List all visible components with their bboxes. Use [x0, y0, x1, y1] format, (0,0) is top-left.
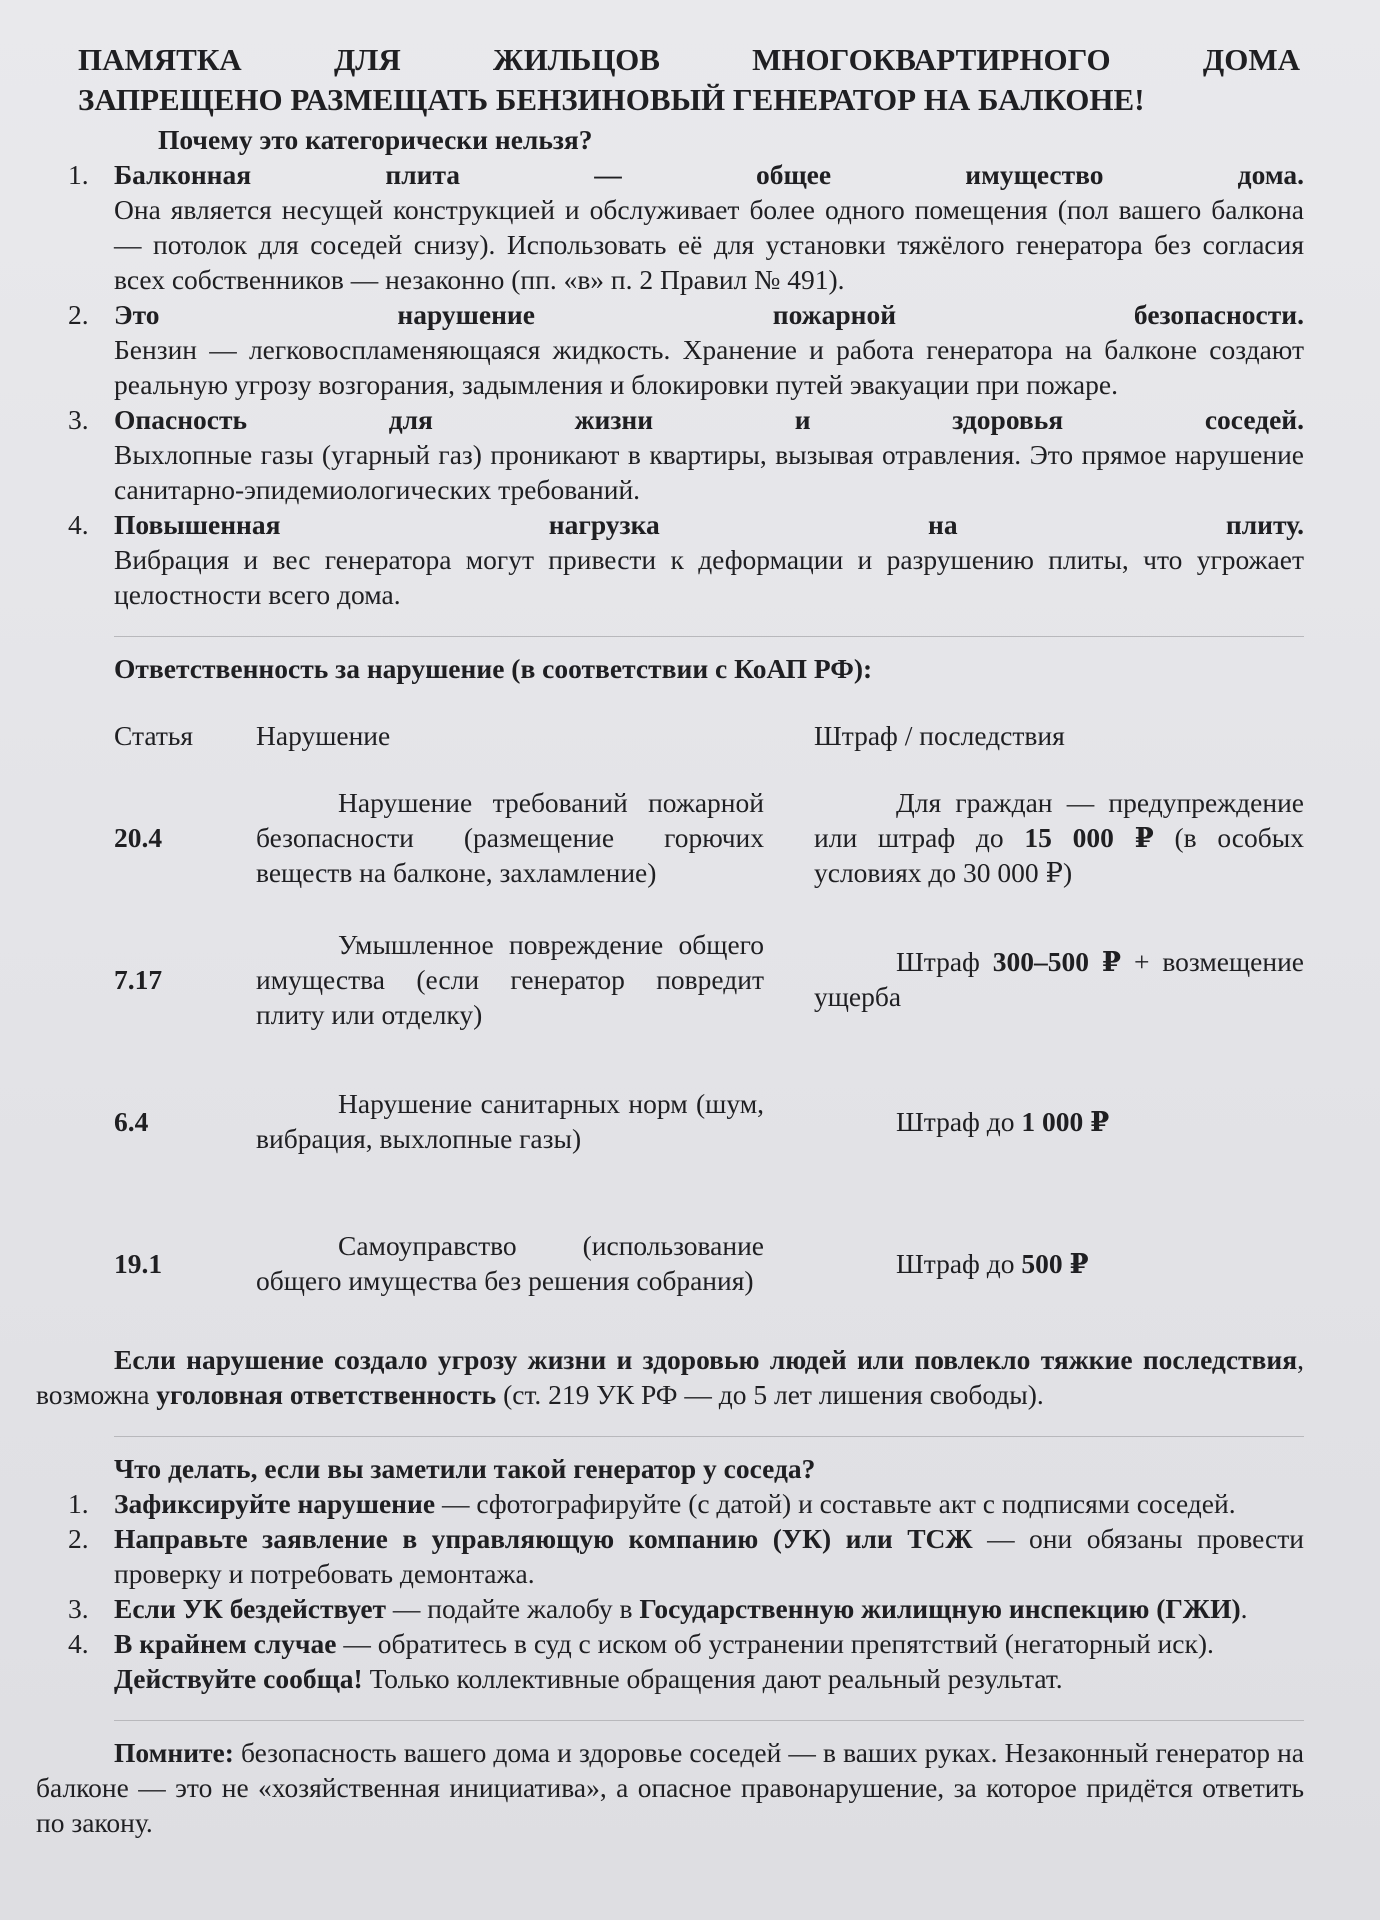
step-number: 3.	[68, 1593, 89, 1624]
step-text	[114, 1591, 1304, 1626]
table-row	[114, 766, 1304, 908]
item-heading: Балконная плита — общее имущество дома.	[114, 159, 1304, 190]
penalty-text: Штраф до	[896, 1105, 1022, 1137]
item-number: 3.	[68, 404, 89, 435]
list-item	[36, 1626, 1304, 1661]
why-list	[36, 157, 1344, 612]
list-item	[36, 1591, 1304, 1626]
step-number: 4.	[68, 1628, 89, 1659]
step-tail: .	[1240, 1593, 1248, 1624]
call-to-action-emphasis: Действуйте сообща!	[114, 1663, 363, 1694]
list-item	[36, 402, 1304, 507]
criminal-liability-note	[36, 1342, 1304, 1412]
table-header-row	[114, 704, 1304, 766]
article-cell: 20.4	[114, 821, 163, 853]
step-text	[114, 1521, 1304, 1591]
article-cell: 6.4	[114, 1105, 149, 1137]
violation-text: Нарушение санитарных норм (шум, вибрация, выхлопные газы)	[256, 1088, 764, 1154]
table-row	[114, 908, 1304, 1050]
item-text: Вибрация и вес генератора могут привести к деформации и разрушению плиты, что угрожает целостности всего дома.	[114, 544, 1304, 610]
item-text: Она является несущей конструкцией и обслуживает более одного помещения (пол вашего балкона — потолок для соседей снизу). Использовать её для установки тяжёлого генератора без согласия всех собственников — незаконно (пп. «в» п. 2 Правил № 491).	[114, 194, 1304, 295]
step-text	[114, 1486, 1304, 1521]
title-line-1: ПАМЯТКА ДЛЯ ЖИЛЬЦОВ МНОГОКВАРТИРНОГО ДОМА	[78, 42, 1300, 77]
step-detail: — подайте жалобу в	[386, 1593, 640, 1624]
step-detail: — они обязаны провести проверку и потребовать демонтажа.	[114, 1523, 1304, 1589]
item-number: 2.	[68, 299, 89, 330]
penalty-note: + возмещение ущерба	[814, 946, 1304, 1012]
penalty-cell	[814, 1192, 1304, 1334]
item-text: Бензин — легковоспламеняющаяся жидкость. Хранение и работа генератора на балконе создают реальную угрозу возгорания, задымления и блокировки путей эвакуации при пожаре.	[114, 334, 1304, 400]
penalty-amount: 15 000 ₽	[1024, 821, 1154, 853]
item-number: 4.	[68, 509, 89, 540]
article-cell: 19.1	[114, 1247, 163, 1279]
divider	[114, 1720, 1304, 1721]
penalty-note: (в особых условиях до 30 000 ₽)	[814, 821, 1304, 888]
article-cell: 7.17	[114, 963, 163, 995]
penalty-text: Для граждан — предупреждение или штраф до	[814, 786, 1304, 853]
penalty-text: Штраф	[896, 946, 993, 977]
criminal-liability: уголовная ответственность	[156, 1379, 497, 1410]
penalty-cell	[814, 1050, 1304, 1192]
penalty-cell	[814, 766, 1304, 908]
violation-cell	[256, 766, 814, 908]
item-text: Выхлопные газы (угарный газ) проникают в квартиры, вызывая отравления. Это прямое нарушение санитарно-эпидемиологических требований.	[114, 439, 1304, 505]
item-number: 1.	[68, 159, 89, 190]
divider	[114, 1436, 1304, 1437]
step-detail: — сфотографируйте (с датой) и составьте акт с подписями соседей.	[435, 1488, 1236, 1519]
penalty-cell	[814, 908, 1304, 1050]
title-line-2: ЗАПРЕЩЕНО РАЗМЕЩАТЬ БЕНЗИНОВЫЙ ГЕНЕРАТОР НА БАЛКОНЕ!	[78, 82, 1145, 117]
violation-text: Умышленное повреждение общего имущества (если генератор повредит плиту или отделку)	[256, 928, 764, 1030]
what-to-do-heading: Что делать, если вы заметили такой генератор у соседа?	[114, 1453, 816, 1484]
item-heading: Это нарушение пожарной безопасности.	[114, 299, 1304, 330]
step-action: Зафиксируйте нарушение	[114, 1488, 436, 1519]
list-item	[36, 1486, 1304, 1521]
step-action: В крайнем случае	[114, 1628, 337, 1659]
violation-cell	[256, 1050, 814, 1192]
call-to-action	[114, 1661, 1304, 1696]
remember-text: безопасность вашего дома и здоровье соседей — в ваших руках. Незаконный генератор на балконе — это не «хозяйственная инициатива», а опасное правонарушение, за которое придётся ответить по закону.	[36, 1737, 1304, 1838]
violation-text: Самоуправство (использование общего имущества без решения собрания)	[256, 1230, 764, 1296]
fines-table	[114, 704, 1304, 1334]
penalty-text: Штраф до	[896, 1247, 1022, 1279]
criminal-connector: , возможна	[36, 1344, 1304, 1410]
list-item	[36, 507, 1304, 612]
penalty-amount: 1 000 ₽	[1021, 1105, 1110, 1137]
step-number: 2.	[68, 1523, 89, 1554]
step-action: Направьте заявление в управляющую компанию (УК) или ТСЖ	[114, 1523, 973, 1554]
divider	[114, 636, 1304, 637]
criminal-condition: Если нарушение создало угрозу жизни и здоровью людей или повлекло тяжкие последствия	[114, 1344, 1298, 1375]
violation-text: Нарушение требований пожарной безопасности (размещение горючих веществ на балконе, захламление)	[256, 786, 764, 888]
remember-label: Помните:	[114, 1737, 234, 1768]
violation-cell	[256, 1192, 814, 1334]
table-row	[114, 1192, 1304, 1334]
responsibility-heading: Ответственность за нарушение (в соответствии с КоАП РФ):	[114, 653, 873, 684]
criminal-reference: (ст. 219 УК РФ — до 5 лет лишения свободы).	[496, 1379, 1044, 1410]
column-header-violation: Нарушение	[256, 719, 391, 751]
step-text	[114, 1626, 1304, 1661]
list-item	[36, 157, 1304, 297]
step-number: 1.	[68, 1488, 89, 1519]
step-action: Если УК бездействует	[114, 1593, 387, 1624]
penalty-amount: 300–500 ₽	[992, 946, 1122, 977]
list-item	[36, 297, 1304, 402]
remember-note	[36, 1735, 1304, 1840]
list-item	[36, 1521, 1304, 1591]
call-to-action-text: Только коллективные обращения дают реальный результат.	[362, 1663, 1063, 1694]
penalty-amount: 500 ₽	[1021, 1247, 1089, 1279]
step-emphasis: Государственную жилищную инспекцию (ГЖИ)	[639, 1593, 1241, 1624]
why-heading: Почему это категорически нельзя?	[158, 124, 593, 155]
table-row	[114, 1050, 1304, 1192]
column-header-penalty: Штраф / последствия	[814, 719, 1065, 751]
steps-list	[36, 1486, 1344, 1661]
violation-cell	[256, 908, 814, 1050]
item-heading: Повышенная нагрузка на плиту.	[114, 509, 1304, 540]
memo-page	[36, 40, 1344, 1840]
item-heading: Опасность для жизни и здоровья соседей.	[114, 404, 1304, 435]
column-header-article: Статья	[114, 719, 194, 751]
memo-title	[78, 40, 1300, 120]
step-detail: — обратитесь в суд с иском об устранении препятствий (негаторный иск).	[336, 1628, 1214, 1659]
